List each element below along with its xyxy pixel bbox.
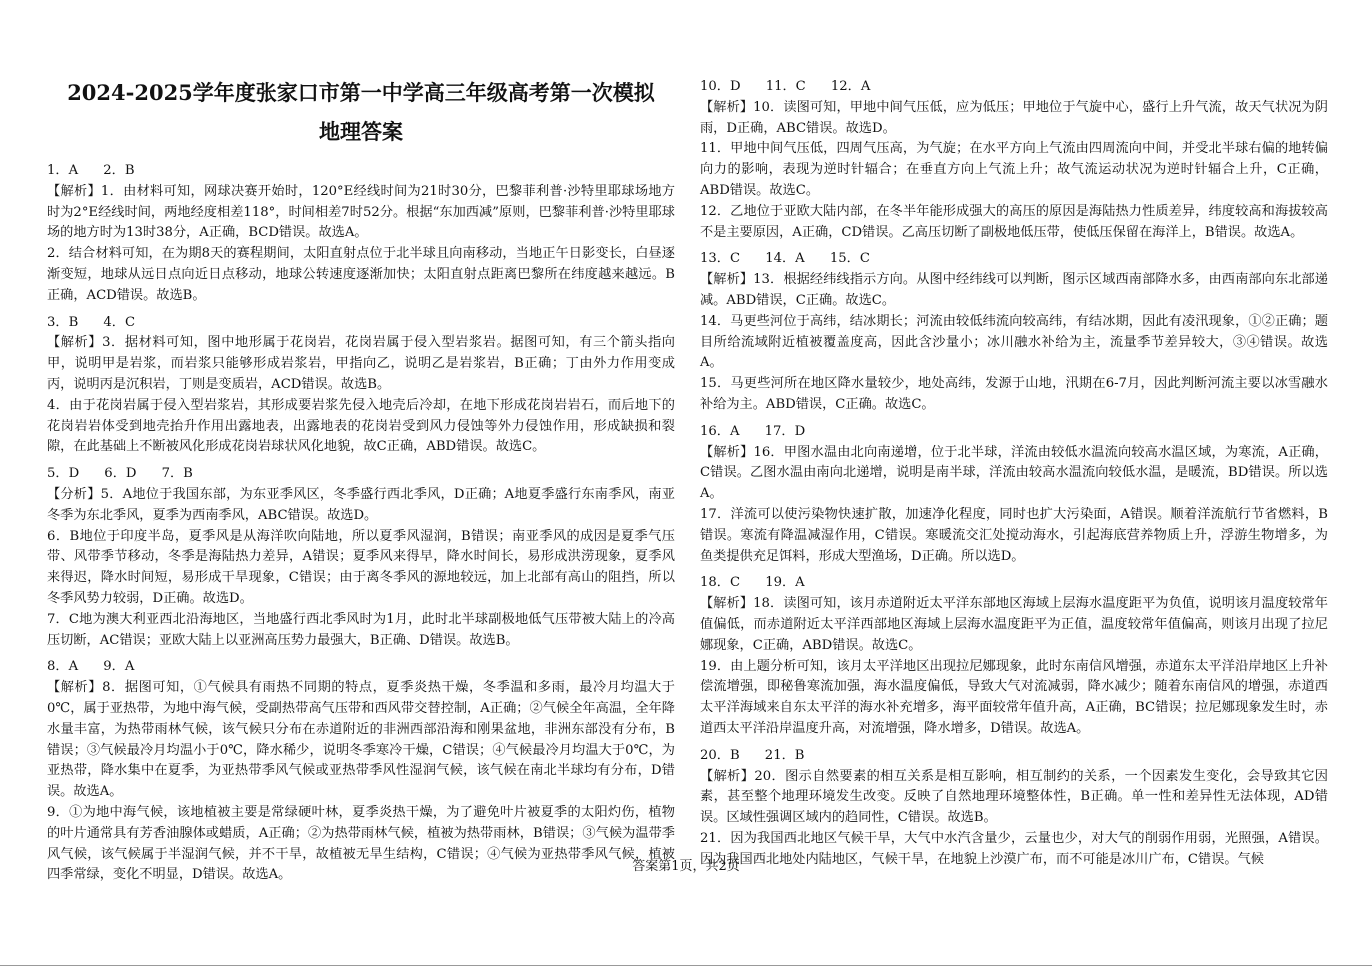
explanation-paragraph: 【解析】13．根据经纬线指示方向。从图中经纬线可以判断，图示区域西南部降水多，由西南部向东北部递减。ABD错误，C正确。故选C。	[700, 272, 1328, 308]
explanation-paragraph: 7．C地为澳大利亚西北沿海地区，当地盛行西北季风时为1月，此时北半球副极地低气压带被大陆上的冷高压切断，AC错误；亚欧大陆上以亚洲高压势力最强大，B正确、D错误。故选B。	[47, 611, 675, 648]
explanation-paragraph: 【解析】1．由材料可知，网球决赛开始时，120°E经线时间为21时30分，巴黎菲利普·沙特里耶球场地方时为2°E经线时间，两地经度相差118°，时间相差7时52分。根据“东加西减”原则，巴黎菲利普·沙特里耶球场的地方时为13时38分，A正确，BCD错误。故选A。	[47, 183, 675, 241]
explanation-paragraph: 【解析】18．读图可知，该月赤道附近太平洋东部地区海域上层海水温度距平为负值，说明该月温度较常年值偏低，而赤道附近太平洋西部地区海域上层海水温度距平为正值，温度较常年值偏高，则该月出现了拉尼娜现象，C正确，ABD错误。故选C。	[700, 596, 1328, 653]
left-column	[47, 161, 675, 886]
answer-key-line: 20．B 21．B	[700, 747, 805, 763]
explanation-paragraph: 4．由于花岗岩属于侵入型岩浆岩，其形成要岩浆先侵入地壳后冷却，在地下形成花岗岩岩石，而后地下的花岗岩岩体受到地壳抬升作用出露地表，出露地表的花岗岩受到风力侵蚀等外力侵蚀作用，形成缺损和裂隙，在此基础上不断被风化形成花岗岩球状风化地貌，故C正确，ABD错误。故选C。	[47, 397, 675, 455]
explanation-paragraph: 【解析】16．甲图水温由北向南递增，位于北半球，洋流由较低水温流向较高水温区域，为寒流，A正确，C错误。乙图水温由南向北递增，说明是南半球，洋流由较高水温流向较低水温，是暖流，BD错误。所以选A。	[700, 444, 1328, 502]
bottom-rule	[0, 965, 1372, 966]
explanation-paragraph: 17．洋流可以使污染物快速扩散，加速净化程度，同时也扩大污染面，A错误。顺着洋流航行节省燃料，B错误。寒流有降温减湿作用，C错误。寒暖流交汇处搅动海水，引起海底营养物质上升，浮游生物增多，为鱼类提供充足饵料，形成大型渔场，D正确。所以选D。	[700, 506, 1328, 564]
page-title: 2024-2025学年度张家口市第一中学高三年级高考第一次模拟	[67, 80, 655, 105]
answer-key-line: 10．D 11．C 12．A	[700, 79, 871, 94]
explanation-paragraph: 2．结合材料可知，在为期8天的赛程期间，太阳直射点位于北半球且向南移动，当地正午日影变长，白昼逐渐变短，地球从远日点向近日点移动，地球公转速度逐渐加快；太阳直射点距离巴黎所在纬度越来越远。B正确，ACD错误。故选B。	[47, 246, 675, 303]
right-column	[700, 77, 1328, 870]
answer-key-line: 13．C 14．A 15．C	[700, 251, 870, 267]
explanation-paragraph: 6．B地位于印度半岛，夏季风是从海洋吹向陆地，所以夏季风湿润，B错误；南亚季风的成因是夏季气压带、风带季节移动，冬季是海陆热力差异，A错误；夏季风来得早，降水时间长，易形成洪涝现象，夏季风来得迟，降水时间短，易形成干旱现象，C错误；由于离冬季风的源地较远，加上北部有高山的阻挡，所以冬季风势力较弱，D正确。故选D。	[47, 528, 675, 606]
page-subtitle: 地理答案	[319, 119, 403, 144]
explanation-paragraph: 9．①为地中海气候，该地植被主要是常绿硬叶林，夏季炎热干燥，为了避免叶片被夏季的太阳灼伤，植物的叶片通常具有芳香油腺体或蜡质，A正确；②为热带雨林气候，植被为热带雨林，B错误；③气候为温带季风气候，该气候属于半湿润气候，并不干旱，故植被无旱生结构，C错误；④气候为亚热带季风气候，植被四季常绿，变化不明显，D错误。故选A。	[47, 804, 675, 883]
explanation-paragraph: 15．马更些河所在地区降水量较少，地处高纬，发源于山地，汛期在6-7月，因此判断河流主要以冰雪融水补给为主。ABD错误，C正确。故选C。	[700, 376, 1328, 412]
explanation-paragraph: 14．马更些河位于高纬，结冰期长；河流由较低纬流向较高纬，有结冰期，因此有凌汛现象，①②正确；题目所给流域附近植被覆盖度高，因此含沙量小；冰川融水补给为主，流量季节差异较大，③④错误。故选A。	[700, 313, 1328, 371]
answer-key-line: 8．A 9．A	[47, 659, 135, 675]
explanation-paragraph: 12．乙地位于亚欧大陆内部，在冬半年能形成强大的高压的原因是海陆热力性质差异，纬度较高和海拔较高不是主要原因，A正确，CD错误。乙高压切断了副极地低压带，使低压保留在海洋上，B错误。故选A。	[700, 203, 1328, 240]
explanation-paragraph: 【分析】5．A地位于我国东部，为东亚季风区，冬季盛行西北季风，D正确；A地夏季盛行东南季风，南亚冬季为东北季风，夏季为西南季风，ABC错误。故选D。	[47, 486, 675, 523]
answer-key-line: 1．A 2．B	[47, 163, 135, 178]
explanation-paragraph: 19．由上题分析可知，该月太平洋地区出现拉尼娜现象，此时东南信风增强，赤道东太平洋沿岸地区上升补偿流增强，即秘鲁寒流加强，海水温度偏低，导致大气对流减弱，降水减少；随着东南信风的增强，赤道西太平洋海域来自东太平洋的海水补充增多，海平面较常年值升高，A正确，BC错误；拉尼娜现象发生时，赤道西太平洋沿岸温度升高，对流增强，降水增多，D错误。故选A。	[700, 658, 1328, 736]
answer-key-line: 3．B 4．C	[47, 314, 136, 330]
explanation-paragraph: 【解析】3．据材料可知，图中地形属于花岗岩，花岗岩属于侵入型岩浆岩。据图可知，有三个箭头指向甲，说明甲是岩浆，而岩浆只能够形成岩浆岩，甲指向乙，说明乙是岩浆岩，B正确；丁由外力作用变成丙，说明丙是沉积岩，丁则是变质岩，ACD错误。故选B。	[47, 335, 675, 392]
explanation-paragraph: 【解析】10．读图可知，甲地中间气压低，应为低压；甲地位于气旋中心，盛行上升气流，故天气状况为阴雨，D正确，ABC错误。故选D。	[700, 99, 1328, 136]
answer-key-line: 16．A 17．D	[700, 423, 806, 439]
answer-key-line: 18．C 19．A	[700, 575, 805, 591]
explanation-paragraph: 【解析】8．据图可知，①气候具有雨热不同期的特点，夏季炎热干燥，冬季温和多雨，最冷月均温大于0℃，属于亚热带，为地中海气候，受副热带高气压带和西风带交替控制，A正确；②气候全年高温，全年降水量丰富，为热带雨林气候，该气候只分布在赤道附近的非洲西部沿海和刚果盆地，非洲东部没有分布，B错误；③气候最冷月均温小于0℃，降水稀少，说明冬季寒冷干燥，C错误；④气候最冷月均温大于0℃，为亚热带，降水集中在夏季，为亚热带季风气候或亚热带季风性湿润气候，该气候在南北半球均有分布，D错误。故选A。	[47, 680, 675, 800]
explanation-paragraph: 21．因为我国西北地区气候干旱，大气中水汽含量少，云量也少，对大气的削弱作用弱，光照强，A错误。因为我国西北地处内陆地区，气候干旱，在地貌上沙漠广布，而不可能是冰川广布，C错误。气候	[700, 830, 1328, 867]
page-footer: 答案第1页，共2页	[632, 859, 740, 874]
answer-key-line: 5．D 6．D 7．B	[47, 466, 193, 482]
explanation-paragraph: 【解析】20．图示自然要素的相互关系是相互影响，相互制约的关系，一个因素发生变化，会导致其它因素，甚至整个地理环境发生改变。反映了自然地理环境整体性，B正确。单一性和差异性无法体现，AD错误。区域性强调区域内的趋同性，C错误。故选B。	[700, 768, 1328, 826]
explanation-paragraph: 11．甲地中间气压低，四周气压高，为气旋；在水平方向上气流由四周流向中间，并受北半球右偏的地转偏向力的影响，表现为逆时针辐合；在垂直方向上气流上升；故气流运动状况为逆时针辐合上升，C正确，ABD错误。故选C。	[700, 141, 1328, 198]
